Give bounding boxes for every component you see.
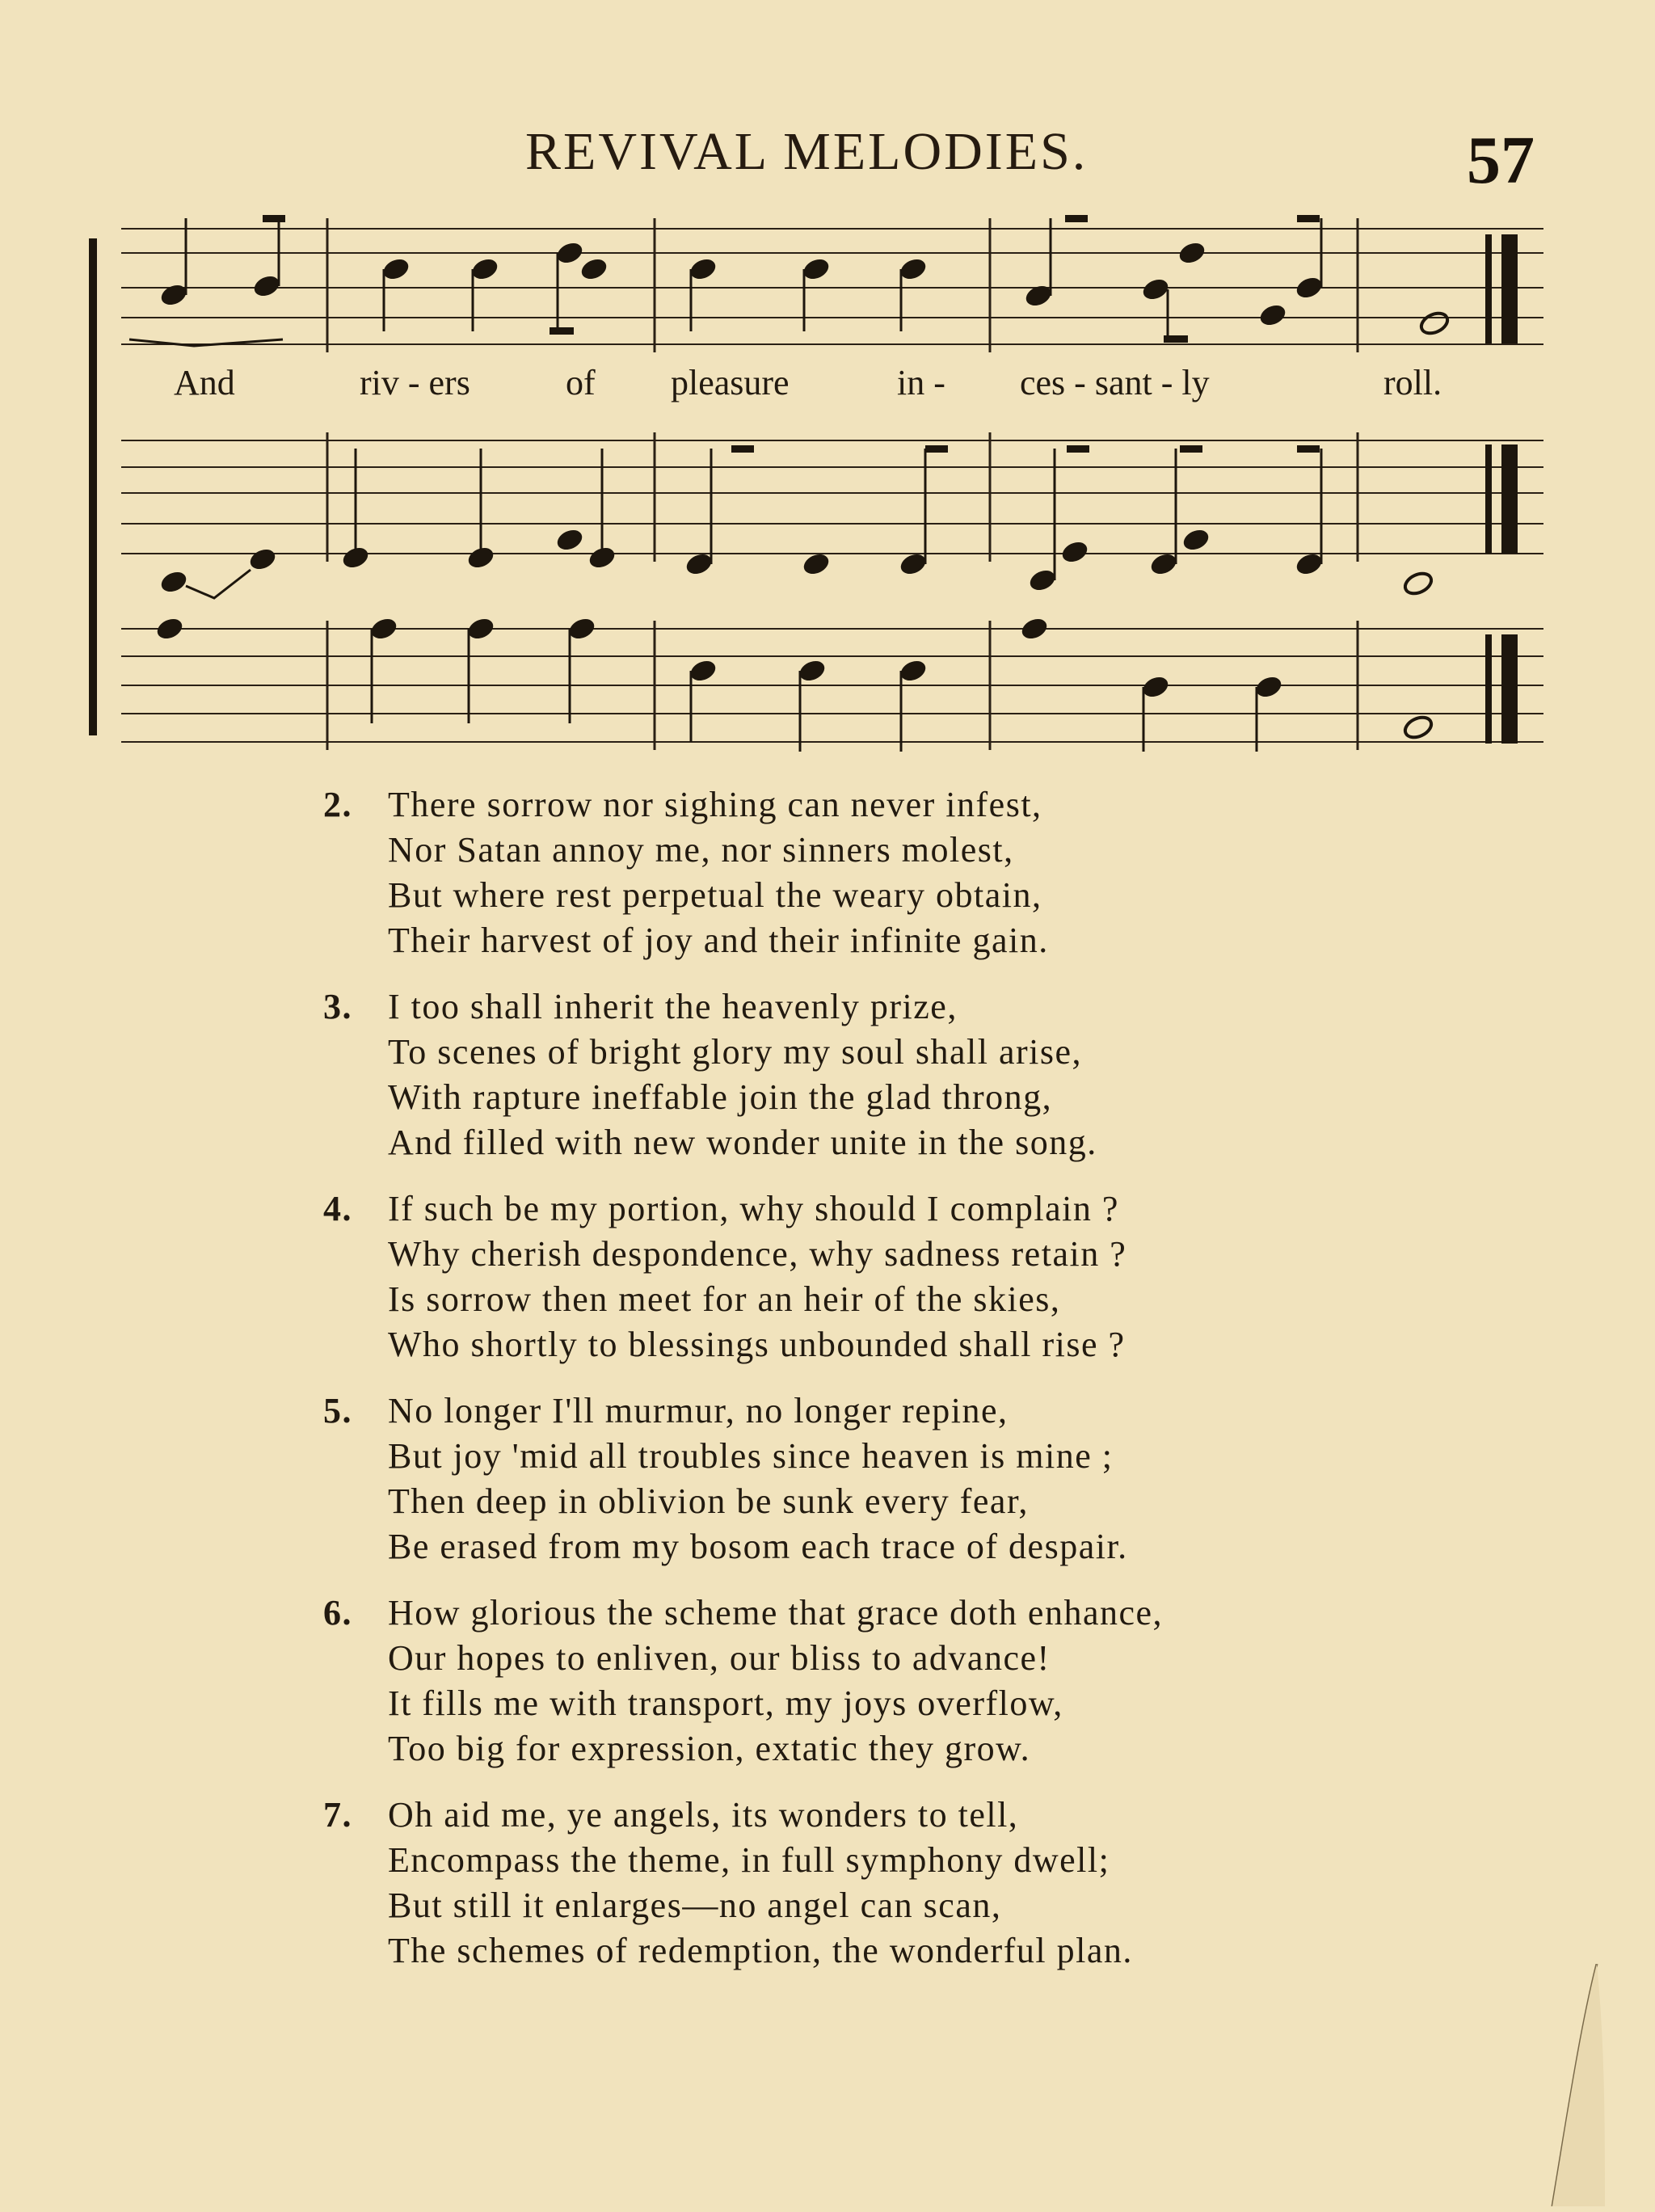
lyric-syllable: ces - sant - ly (1020, 363, 1210, 402)
verse-line: But where rest perpetual the weary obtain, (388, 875, 1042, 915)
staff-3 (121, 629, 1543, 742)
verse-line: But still it enlarges—no angel can scan, (388, 1885, 1002, 1925)
verse-4 (323, 1186, 1455, 1367)
verse-line: Our hopes to enliven, our bliss to advance! (388, 1638, 1051, 1678)
verse-line: And filled with new wonder unite in the song. (388, 1123, 1097, 1162)
verse-7 (323, 1793, 1455, 1974)
verse-number: 5. (323, 1391, 352, 1430)
noteheads-staff-2 (158, 526, 1434, 597)
final-bars (1485, 234, 1518, 744)
running-head: REVIVAL MELODIES. (525, 122, 1089, 181)
lyric-syllable: riv - ers (360, 363, 470, 402)
staff-2 (121, 440, 1543, 554)
verse-line: Oh aid me, ye angels, its wonders to tell, (388, 1795, 1019, 1835)
verse-2 (323, 782, 1455, 963)
lyric-syllable: And (174, 363, 235, 402)
verse-line: It fills me with transport, my joys overflow, (388, 1683, 1063, 1723)
verse-number: 7. (323, 1795, 352, 1835)
noteheads-staff-3 (154, 615, 1434, 741)
lyric-syllable: pleasure (671, 363, 790, 402)
verse-line: The schemes of redemption, the wonderful plan. (388, 1931, 1133, 1970)
verse-line: How glorious the scheme that grace doth enhance, (388, 1593, 1164, 1633)
staff-1 (121, 229, 1543, 344)
verse-line: Too big for expression, extatic they grow. (388, 1729, 1031, 1768)
verse-line: But joy 'mid all troubles since heaven is mine ; (388, 1436, 1114, 1476)
verse-line: With rapture ineffable join the glad throng, (388, 1077, 1053, 1117)
verse-3 (323, 984, 1455, 1165)
lyric-syllable: roll. (1383, 363, 1442, 402)
verse-line: Their harvest of joy and their infinite gain. (388, 921, 1049, 960)
page-curl (1548, 1964, 1605, 2206)
verse-5 (323, 1388, 1455, 1569)
hymn-verses (323, 782, 1455, 1995)
verse-line: Be erased from my bosom each trace of despair. (388, 1527, 1128, 1566)
flags (263, 215, 1320, 453)
verse-6 (323, 1591, 1455, 1772)
verse-line: Then deep in oblivion be sunk every fear, (388, 1481, 1029, 1521)
verse-line: If such be my portion, why should I complain ? (388, 1189, 1119, 1228)
verse-line: Why cherish despondence, why sadness retain ? (388, 1234, 1127, 1274)
verse-number: 4. (323, 1189, 352, 1228)
verse-line: Is sorrow then meet for an heir of the skies, (388, 1279, 1061, 1319)
verse-number: 3. (323, 987, 352, 1026)
verse-line: I too shall inherit the heavenly prize, (388, 987, 958, 1026)
verse-number: 2. (323, 785, 352, 824)
verse-line: There sorrow nor sighing can never infest, (388, 785, 1042, 824)
lyric-syllable: in - (897, 363, 945, 402)
system-bar (89, 238, 97, 735)
verse-line: No longer I'll murmur, no longer repine, (388, 1391, 1009, 1430)
verse-line: Nor Satan annoy me, nor sinners molest, (388, 830, 1014, 870)
lyric-syllable: of (566, 363, 596, 402)
verse-line: Encompass the theme, in full symphony dwell; (388, 1840, 1110, 1880)
verse-number: 6. (323, 1593, 352, 1633)
page-number: 57 (1467, 123, 1535, 198)
verse-line: To scenes of bright glory my soul shall arise, (388, 1032, 1083, 1072)
verse-line: Who shortly to blessings unbounded shall rise ? (388, 1325, 1126, 1364)
